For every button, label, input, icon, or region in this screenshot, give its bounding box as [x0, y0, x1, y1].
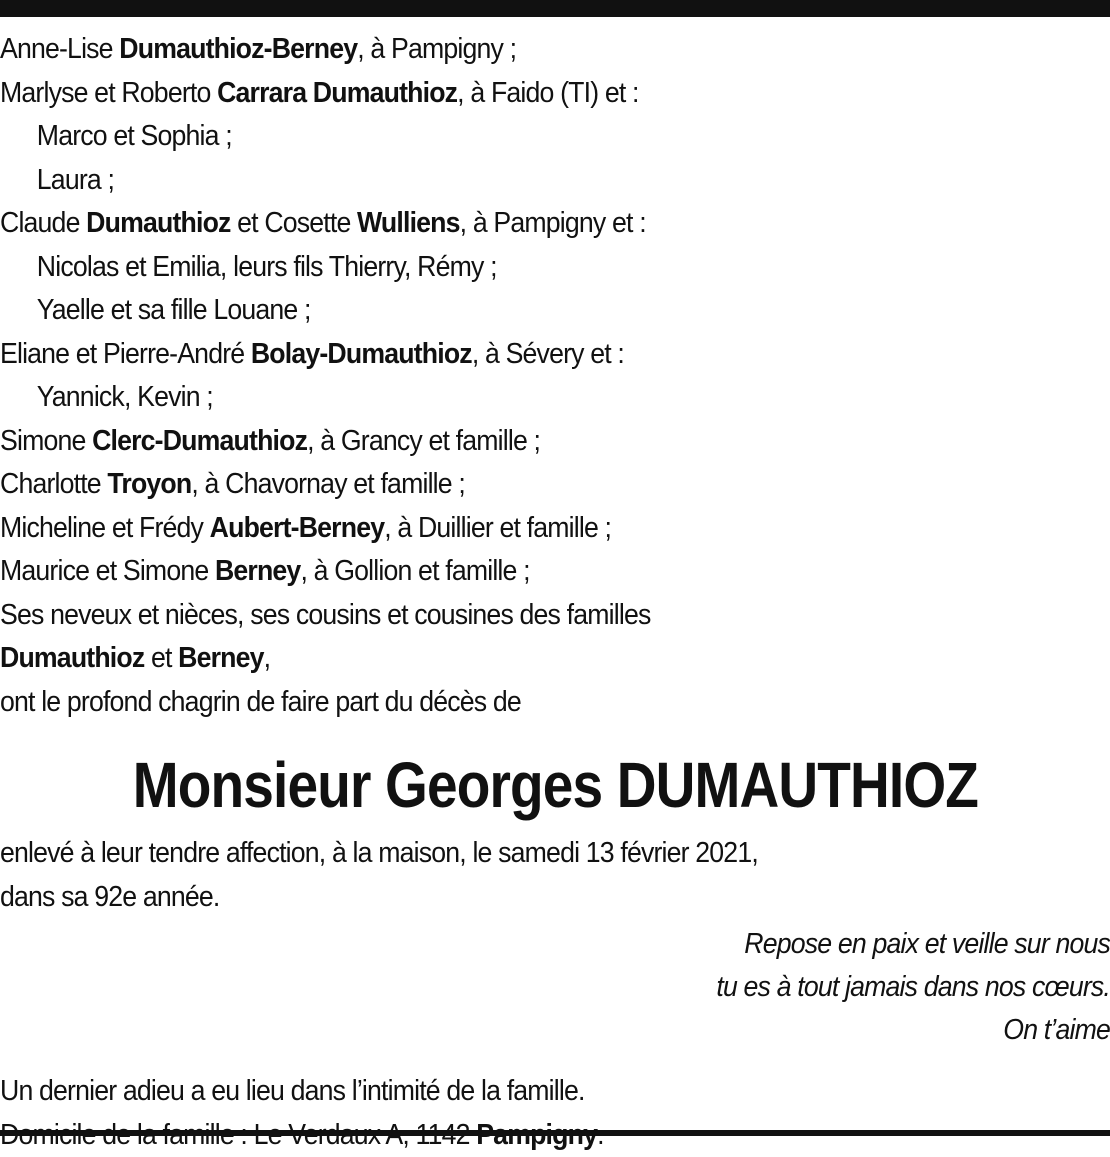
family-surname: Carrara Dumauthioz — [217, 77, 457, 109]
family-surname: Aubert-Berney — [210, 512, 385, 544]
family-line-2 — [0, 72, 1021, 116]
text: Yannick, Kevin ; — [37, 381, 213, 413]
bottom-border-rule — [0, 1130, 1110, 1136]
text: , à Duillier et famille ; — [384, 512, 611, 544]
text: Eliane et Pierre-André — [0, 338, 251, 370]
text: , à Sévery et : — [472, 338, 624, 370]
memorial-poem — [0, 923, 1110, 1052]
top-border-rule — [0, 0, 1110, 17]
family-surname: Dumauthioz-Berney — [119, 33, 357, 65]
text: dans sa 92e année. — [0, 881, 219, 913]
family-line-6 — [0, 246, 1021, 290]
family-surname: Bolay-Dumauthioz — [251, 338, 472, 370]
text: Simone — [0, 425, 92, 457]
announcement-line — [0, 681, 1021, 725]
family-line-1 — [0, 28, 1021, 72]
family-surname: Wulliens — [357, 207, 460, 239]
deceased-name: Monsieur Georges DUMAUTHIOZ — [132, 738, 977, 832]
family-surname: Berney — [178, 642, 264, 674]
family-line-9 — [0, 376, 1021, 420]
family-line-7 — [0, 289, 1021, 333]
family-line-3 — [0, 115, 1021, 159]
family-line-12 — [0, 507, 1021, 551]
deceased-name-heading — [0, 738, 1110, 832]
text: , à Faido (TI) et : — [457, 77, 638, 109]
text: Yaelle et sa fille Louane ; — [37, 294, 311, 326]
text: Anne-Lise — [0, 33, 119, 65]
text: , à Pampigny et : — [460, 207, 646, 239]
text: et Cosette — [231, 207, 358, 239]
text: , à Chavornay et famille ; — [191, 468, 465, 500]
poem-line: On t’aime — [89, 1009, 1110, 1052]
text: Nicolas et Emilia, leurs fils Thierry, Rémy ; — [37, 251, 497, 283]
obituary-notice — [0, 28, 1110, 1157]
poem-line: Repose en paix et veille sur nous — [89, 923, 1110, 966]
family-line-14 — [0, 594, 1021, 638]
family-line-11 — [0, 463, 1021, 507]
text: Charlotte — [0, 468, 107, 500]
text: Ses neveux et nièces, ses cousins et cousines des familles — [0, 599, 650, 631]
family-line-13 — [0, 550, 1021, 594]
text: , à Grancy et famille ; — [307, 425, 540, 457]
text: Marco et Sophia ; — [37, 120, 232, 152]
text: Laura ; — [37, 164, 114, 196]
text: Micheline et Frédy — [0, 512, 210, 544]
family-line-5 — [0, 202, 1021, 246]
closing-line-1 — [0, 1070, 1021, 1114]
text: et — [144, 642, 178, 674]
family-surname: Clerc-Dumauthioz — [92, 425, 307, 457]
details-line-1 — [0, 832, 1021, 876]
text: enlevé à leur tendre affection, à la maison, le samedi 13 février 2021, — [0, 837, 758, 869]
text: , — [264, 642, 271, 674]
poem-line: tu es à tout jamais dans nos cœurs. — [89, 966, 1110, 1009]
text: Claude — [0, 207, 86, 239]
text: , à Pampigny ; — [357, 33, 516, 65]
text: Maurice et Simone — [0, 555, 215, 587]
family-line-8 — [0, 333, 1021, 377]
family-line-15 — [0, 637, 1021, 681]
text: Marlyse et Roberto — [0, 77, 217, 109]
family-surname: Dumauthioz — [86, 207, 230, 239]
text: , à Gollion et famille ; — [300, 555, 529, 587]
text: ont le profond chagrin de faire part du décès de — [0, 686, 521, 718]
family-surname: Berney — [215, 555, 301, 587]
family-line-10 — [0, 420, 1021, 464]
family-line-4 — [0, 159, 1021, 203]
text: Un dernier adieu a eu lieu dans l’intimité de la famille. — [0, 1075, 585, 1107]
family-surname: Troyon — [107, 468, 191, 500]
details-line-2 — [0, 876, 1021, 920]
family-surname: Dumauthioz — [0, 642, 144, 674]
